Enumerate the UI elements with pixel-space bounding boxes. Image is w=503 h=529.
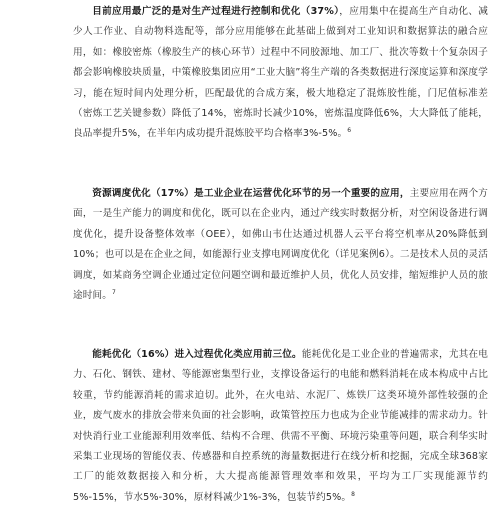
- paragraph-resource-scheduling: [73, 184, 488, 306]
- paragraph-body: 能耗优化是工业企业的普遍需求，尤其在电力、石化、钢铁、建材、等能源密集型行业，支撑设备运行的电能和燃料消耗在成本构成中占比较重，节约能源消耗的需求迫切。此外，在火电站、水泥厂、炼铁厂这类环境外部性较强的企业，废气废水的排放会带来负面的社会影响，政策管控压力也成为企业节能减排的需求动力。针对快消行业工业能源利用效率低、结构不合理、供需不平衡、环境污染重等问题，联合利华实时采集工业现场的智能仪表、传感器和自控系统的海量数据进行在线分析和挖掘，完成全球368家工厂的能效数据接入和分析，大大提高能源管理效率和效果，平均为工厂实现能源节约5%-15%，节水5%-30%，原材料减少1%-3%，包装节约5%。: [73, 349, 488, 503]
- paragraph-lead: 能耗优化（16%）进入过程优化类应用前三位。: [92, 349, 302, 360]
- paragraph-lead: 资源调度优化（17%）是工业企业在运营优化环节的另一个重要的应用，: [92, 188, 410, 199]
- paragraph-body: ，应用集中在提高生产自动化、减少人工作业、自动物料选配等，部分应用能够在此基础上做到对工业知识和数据算法的融合应用，如：橡胶密炼（橡胶生产的核心环节）过程中不同胶源地、加工厂、批次等数十个复杂因子都会影响橡胶块质量，中策橡胶集团应用“工业大脑”将生产端的各类数据进行深度运算和深度学习，能在短时间内处理分析，匹配最优的合成方案，极大地稳定了混炼胶性能，门尼值标准差（密炼工艺关键参数）降低了14%，密炼时长减少10%，密炼温度降低6%，大大降低了能耗，良品率提升5%，在半年内成功提升混炼胶平均合格率3%-5%。: [73, 6, 489, 140]
- footnote-ref: 6: [347, 127, 352, 135]
- paragraph-lead: 目前应用最广泛的是对生产过程进行控制和优化（37%）: [92, 6, 340, 17]
- footnote-ref: 8: [351, 490, 356, 498]
- paragraph-production-control: [73, 2, 488, 145]
- paragraph-body: 主要应用在两个方面，一是生产能力的调度和优化，既可以在企业内，通过产线实时数据分析，对空闲设备进行调度优化，提升设备整体效率（OEE），如佛山韦仕达通过机器人云平台将空机率从20%降低到10%；也可以是在企业之间，如能源行业支撑电网调度优化（详见案例6）。二是技术人员的灵活调度，如某商务空调企业通过定位问题空调和最近维护人员，优化人员安排，缩短维护人员的旅途时间。: [73, 188, 488, 302]
- paragraph-energy-optimization: [73, 345, 488, 508]
- footnote-ref: 7: [111, 288, 116, 296]
